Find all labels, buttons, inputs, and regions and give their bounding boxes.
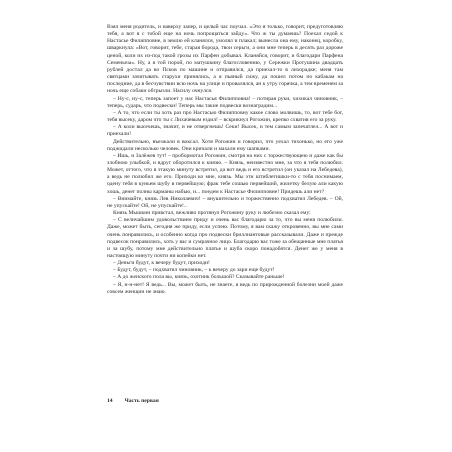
paragraph: Взял меня родитель, и наверху запер, и целый час поучал. «Это я только, говорит, предуготовляю тебя, а вот я с тобой еще на ночь попрощаться зайду». Что ж ты думаешь? Поехал седой к Настасье Филипповне, в землю ей кланялся, умолял и плакал; вынесла она ему, наконец, коробку, шваркнула: «Вот, говорит, тебе, старая борода, твои серьги, а они мне теперь в десять раз дороже ценой, коли их из-под такой грозы их Парфен добывал. Кланяйся, говорит, и благодари Парфена Семеныча». Ну, а я той порой, по матушкину благословению, у Сережки Протушина двадцать рублей достал да во Псков по машине и отправился, да приехал-то в лихорадке; меня там святцами зачитывать старухи принялись, а я пьяный сижу, да пошел потом по кабакам на последние, да в бесчувствии всю ночь на улице и провалялся, ан к утру горячка, а тем временем за ночь еще собаки обгрызли. Насилу очнулся. (107, 24, 343, 95)
body-text (107, 24, 343, 296)
paragraph: – А то, что если ты хоть раз про Настасью Филипповну какое слово молвишь, то, вот тебе бог, тебя высеку, даром что ты с Лихачевым ездил! – вскрикнул Рогожин, крепко схватив его за руку. (107, 109, 343, 124)
paragraph: – А до женского пола вы, князь, охотник большой? Сказывайте раньше! (113, 274, 285, 281)
paragraph: – Внимайте, князь Лев Николаевич! – внушительно и торжественно подхватил Лебедев. – Ой, не упускайте! Ой, не упускайте!.. (107, 195, 343, 209)
paragraph: – Будут, будут, – подхватил чиновник, – к вечеру до зари еще будут! (113, 267, 275, 274)
paragraph: – Я, н-н-нет! Я ведь... Вы, может быть, не знаете, я ведь по прирожденной болезни моей даже совсем женщин не знаю. (107, 281, 343, 295)
paragraph: Князь Мышкин привстал, вежливо протянул Рогожину руку и любезно сказал ему: (113, 210, 311, 217)
paragraph: – А коли высечешь, значит, и не отвергнешь! Секи! Высек, и тем самым запечатлел... А вот и приехали! (107, 124, 343, 138)
paragraph: – Деньги будут, к вечеру будут, приходи! (113, 260, 210, 267)
paragraph: – Ишь, и Залёжев тут! – пробормотал Рогожин, смотря на них с торжествующею и даже как бы злобною улыбкой, и вдруг оборотился к князю. – Князь, неизвестно мне, за что я тебя полюбил. Может, оттого, что в этакую минуту встретил, да вот ведь и его встретил (он указал на Лебедева), а ведь не полюбил же его. Приходи ко мне, князь. Мы эти штиблетишки-то с тебя поснимаем, одену тебя в куньем шубу в первейшую; фрак тебе сошью первейший, жилетку белую али какую хошь, денег полны карманы набью, и... поедем к Настасье Филипповне! Придешь али нет? (107, 152, 343, 195)
paragraph: – Ну-с, ну-с, теперь запоет у нас Настасья Филипповна! – потирая руки, хихикал чиновник, – теперь, сударь, что подвески! Теперь мы такие подвески вознаградим... (107, 95, 343, 109)
paragraph: – С величайшим удовольствием приду и очень вас благодарю за то, что вы меня полюбили. Даже, может быть, сегодня же приду, если успею. Потому, я вам скажу откровенно, вы мне сами очень понравились, и особенно когда про подвески бриллиантовые рассказывали. Даже и прежде подвесок понравились, хоть у вас и сумрачное лицо. Благодарю вас тоже за обещанные мне платья и за шубу, потому мне действительно платье и шуба скоро понадобятся. Денег же у меня в настоящую минуту почти ни копейки нет. (107, 217, 343, 259)
running-footer-part: Часть первая (124, 398, 159, 404)
page-number: 14 (107, 398, 113, 404)
page-footer (107, 398, 343, 404)
paragraph: Действительно, въезжали в воксал. Хотя Рогожин и говорил, что уехал тихонько, но его уже поджидали несколько человек. Они кричали и махали ему шапками. (107, 138, 343, 152)
